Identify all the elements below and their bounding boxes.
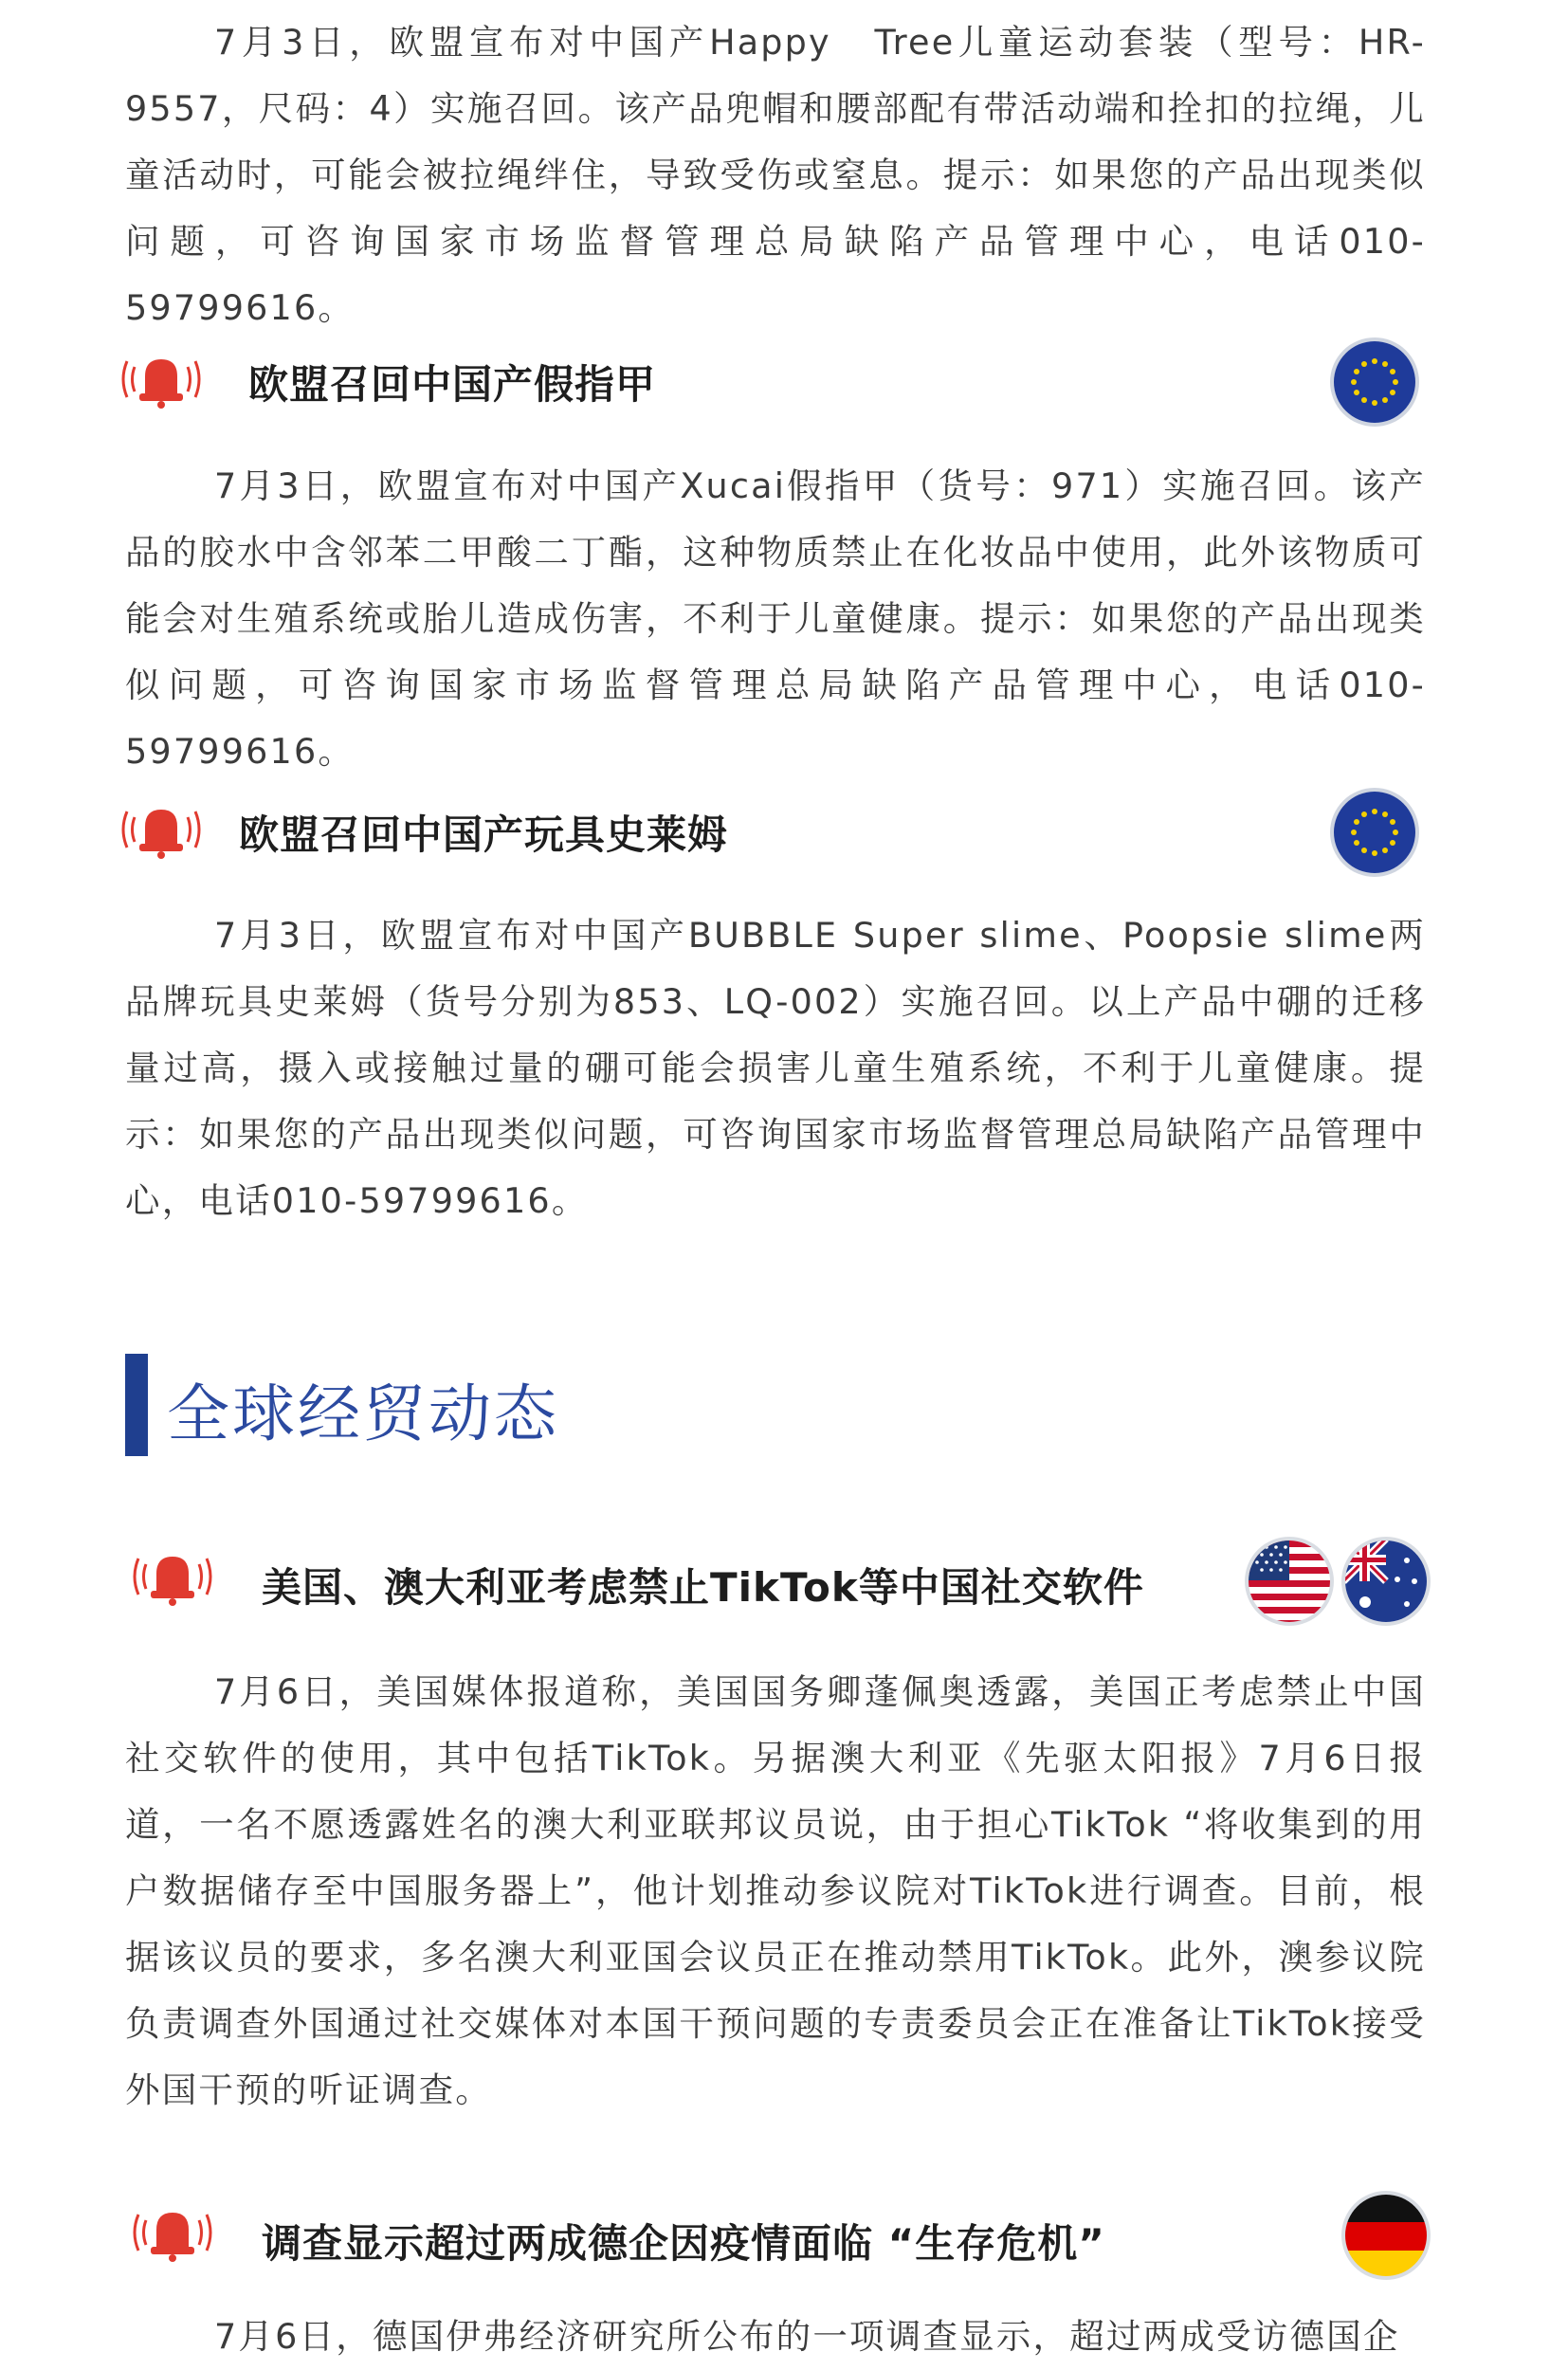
australia-flag-icon [1339, 1534, 1433, 1629]
news-item-body: 7月6日，德国伊弗经济研究所公布的一项调查显示，超过两成受访德国企 [214, 2316, 1400, 2357]
alarm-bell-icon [114, 798, 209, 861]
alarm-bell-icon [125, 1545, 220, 1608]
germany-flag-icon [1339, 2188, 1433, 2283]
section-accent-bar [125, 1354, 148, 1456]
alarm-bell-icon [125, 2201, 220, 2264]
intro-paragraph-text: 7月3日，欧盟宣布对中国产Happy Tree儿童运动套装（型号：HR-9557，尺码：4）实施召回。该产品兜帽和腰部配有带活动端和拴扣的拉绳，儿童活动时，可能会被拉绳绊住，导致受伤或窒息。提示：如果您的产品出现类似问题，可咨询国家市场监督管理总局缺陷产品管理中心，电话010-59799616。 [125, 22, 1426, 328]
section-heading [125, 1354, 978, 1456]
intro-paragraph [125, 9, 1426, 341]
news-item-title: 欧盟召回中国产假指甲 [248, 361, 657, 408]
news-item-title: 美国、澳大利亚考虑禁止TikTok等中国社交软件 [262, 1564, 1144, 1611]
eu-flag-icon [1327, 335, 1422, 429]
news-item-title: 欧盟召回中国产玩具史莱姆 [239, 811, 729, 858]
news-item-header [114, 787, 1441, 891]
news-item-title: 调查显示超过两成德企因疫情面临 “生存危机” [262, 2220, 1105, 2267]
news-item-body: 7月3日，欧盟宣布对中国产BUBBLE Super slime、Poopsie slime两品牌玩具史莱姆（货号分别为853、LQ-002）实施召回。以上产品中硼的迁移量过高，摄入或接触过量的硼可能会损害儿童生殖系统，不利于儿童健康。提示：如果您的产品出现类似问题，可咨询国家市场监督管理总局缺陷产品管理中心，电话010-59799616。 [125, 915, 1426, 1221]
news-item-header [114, 337, 1441, 441]
alarm-bell-icon [114, 348, 209, 410]
eu-flag-icon [1327, 785, 1422, 880]
section-title: 全球经贸动态 [167, 1377, 559, 1450]
news-item-body: 7月6日，美国媒体报道称，美国国务卿蓬佩奥透露，美国正考虑禁止中国社交软件的使用，其中包括TikTok。另据澳大利亚《先驱太阳报》7月6日报道，一名不愿透露姓名的澳大利亚联邦议员说，由于担心TikTok “将收集到的用户数据储存至中国服务器上”，他计划推动参议院对TikTok进行调查。目前，根据该议员的要求，多名澳大利亚国会议员正在推动禁用TikTok。此外，澳参议院负责调查外国通过社交媒体对本国干预问题的专责委员会正在准备让TikTok接受外国干预的听证调查。 [125, 1671, 1426, 2110]
news-item-header [114, 2180, 1441, 2298]
news-item-header [114, 1526, 1441, 1644]
us-flag-icon [1242, 1534, 1337, 1629]
news-item-body: 7月3日，欧盟宣布对中国产Xucai假指甲（货号：971）实施召回。该产品的胶水中含邻苯二甲酸二丁酯，这种物质禁止在化妆品中使用，此外该物质可能会对生殖系统或胎儿造成伤害，不利于儿童健康。提示：如果您的产品出现类似问题，可咨询国家市场监督管理总局缺陷产品管理中心，电话010-59799616。 [125, 465, 1426, 772]
